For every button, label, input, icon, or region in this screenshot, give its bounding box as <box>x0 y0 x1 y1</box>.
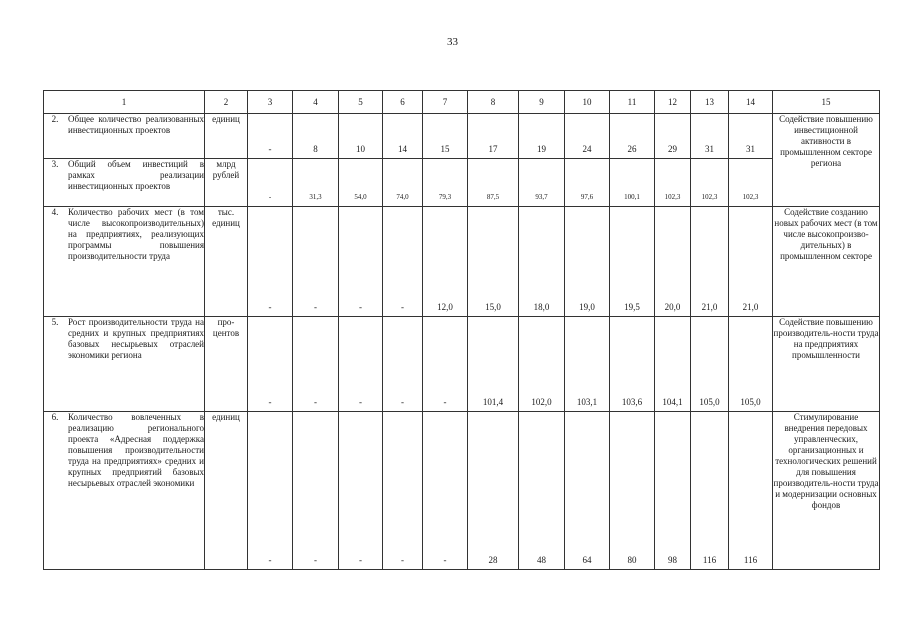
goal-cell: Содействие повышению инвестиционной активности в промышленном секторе региона <box>773 114 880 207</box>
value-cell: - <box>293 207 339 317</box>
header-cell: 11 <box>610 91 655 114</box>
value-cell: - <box>423 317 468 412</box>
header-cell: 2 <box>205 91 248 114</box>
value-cell: 15 <box>423 114 468 159</box>
page-number: 33 <box>447 36 458 48</box>
table-row <box>44 114 880 159</box>
table-row <box>44 412 880 570</box>
value-cell: 20,0 <box>655 207 691 317</box>
header-cell: 4 <box>293 91 339 114</box>
unit-cell: тыс. единиц <box>205 207 248 317</box>
value-cell: - <box>248 207 293 317</box>
value-cell: 19 <box>519 114 565 159</box>
value-cell: 21,0 <box>729 207 773 317</box>
indicator-text: Рост производительности труда на средних и крупных предприятиях базовых несырьевых отраслей экономики региона <box>68 317 204 360</box>
indicators-table <box>43 90 880 570</box>
header-cell: 14 <box>729 91 773 114</box>
value-cell: 93,7 <box>519 159 565 207</box>
value-cell: 48 <box>519 412 565 570</box>
indicator-cell <box>44 114 205 159</box>
value-cell: 14 <box>383 114 423 159</box>
value-cell: - <box>248 159 293 207</box>
value-cell: 24 <box>565 114 610 159</box>
value-cell: 17 <box>468 114 519 159</box>
value-cell: - <box>423 412 468 570</box>
row-number: 4. <box>51 207 59 217</box>
value-cell: 102,3 <box>691 159 729 207</box>
value-cell: 105,0 <box>729 317 773 412</box>
value-cell: 100,1 <box>610 159 655 207</box>
value-cell: 29 <box>655 114 691 159</box>
header-cell: 10 <box>565 91 610 114</box>
value-cell: - <box>293 317 339 412</box>
table-row <box>44 207 880 317</box>
header-cell: 1 <box>44 91 205 114</box>
header-cell: 9 <box>519 91 565 114</box>
value-cell: 10 <box>339 114 383 159</box>
value-cell: 21,0 <box>691 207 729 317</box>
value-cell: 102,0 <box>519 317 565 412</box>
table-row <box>44 159 880 207</box>
indicator-cell <box>44 207 205 317</box>
value-cell: 80 <box>610 412 655 570</box>
value-cell: 116 <box>729 412 773 570</box>
value-cell: 116 <box>691 412 729 570</box>
value-cell: 31 <box>729 114 773 159</box>
value-cell: 28 <box>468 412 519 570</box>
header-cell: 3 <box>248 91 293 114</box>
value-cell: - <box>383 207 423 317</box>
unit-cell: млрд рублей <box>205 159 248 207</box>
row-number: 2. <box>51 114 59 124</box>
header-cell: 13 <box>691 91 729 114</box>
value-cell: 79,3 <box>423 159 468 207</box>
value-cell: 26 <box>610 114 655 159</box>
value-cell: - <box>383 412 423 570</box>
indicator-text: Количество рабочих мест (в том числе высокопроизводительных) на предприятиях, реализующих программы повышения производительности труда <box>68 207 204 261</box>
value-cell: - <box>248 412 293 570</box>
unit-cell: единиц <box>205 412 248 570</box>
indicator-text: Общий объем инвестиций в рамках реализации инвестиционных проектов <box>68 159 204 191</box>
indicator-cell <box>44 159 205 207</box>
goal-cell: Содействие созданию новых рабочих мест (в том числе высокопроизво-дительных) в промышленном секторе <box>773 207 880 317</box>
goal-cell: Стимулирование внедрения передовых управленческих, организационных и технологических решений для повышения производитель-ности труда и модернизации основных фондов <box>773 412 880 570</box>
value-cell: 31 <box>691 114 729 159</box>
header-cell: 5 <box>339 91 383 114</box>
value-cell: 102,3 <box>655 159 691 207</box>
indicator-cell <box>44 412 205 570</box>
unit-cell: единиц <box>205 114 248 159</box>
value-cell: 98 <box>655 412 691 570</box>
header-cell: 6 <box>383 91 423 114</box>
value-cell: 105,0 <box>691 317 729 412</box>
value-cell: 8 <box>293 114 339 159</box>
value-cell: - <box>339 207 383 317</box>
header-cell: 7 <box>423 91 468 114</box>
header-cell: 15 <box>773 91 880 114</box>
indicator-text: Количество вовлеченных в реализацию регионального проекта «Адресная поддержка повышения производительности труда на предприятиях» средних и крупных предприятий базовых несырьевых отраслей экономики <box>68 412 204 488</box>
value-cell: 12,0 <box>423 207 468 317</box>
value-cell: 103,6 <box>610 317 655 412</box>
row-number: 5. <box>51 317 59 327</box>
header-cell: 12 <box>655 91 691 114</box>
value-cell: 64 <box>565 412 610 570</box>
value-cell: 74,0 <box>383 159 423 207</box>
indicator-cell <box>44 317 205 412</box>
value-cell: 19,5 <box>610 207 655 317</box>
value-cell: 19,0 <box>565 207 610 317</box>
value-cell: - <box>339 317 383 412</box>
header-cell: 8 <box>468 91 519 114</box>
value-cell: - <box>248 317 293 412</box>
value-cell: 87,5 <box>468 159 519 207</box>
row-number: 3. <box>51 159 59 169</box>
value-cell: 103,1 <box>565 317 610 412</box>
unit-cell: про-центов <box>205 317 248 412</box>
header-row <box>44 91 880 114</box>
value-cell: 15,0 <box>468 207 519 317</box>
value-cell: - <box>293 412 339 570</box>
value-cell: 104,1 <box>655 317 691 412</box>
value-cell: 97,6 <box>565 159 610 207</box>
row-number: 6. <box>51 412 59 422</box>
value-cell: 54,0 <box>339 159 383 207</box>
value-cell: - <box>248 114 293 159</box>
value-cell: 18,0 <box>519 207 565 317</box>
goal-cell: Содействие повышению производитель-ности труда на предприятиях промышленности <box>773 317 880 412</box>
value-cell: - <box>339 412 383 570</box>
value-cell: 31,3 <box>293 159 339 207</box>
value-cell: 102,3 <box>729 159 773 207</box>
indicator-text: Общее количество реализованных инвестиционных проектов <box>68 114 204 135</box>
table-row <box>44 317 880 412</box>
value-cell: 101,4 <box>468 317 519 412</box>
value-cell: - <box>383 317 423 412</box>
